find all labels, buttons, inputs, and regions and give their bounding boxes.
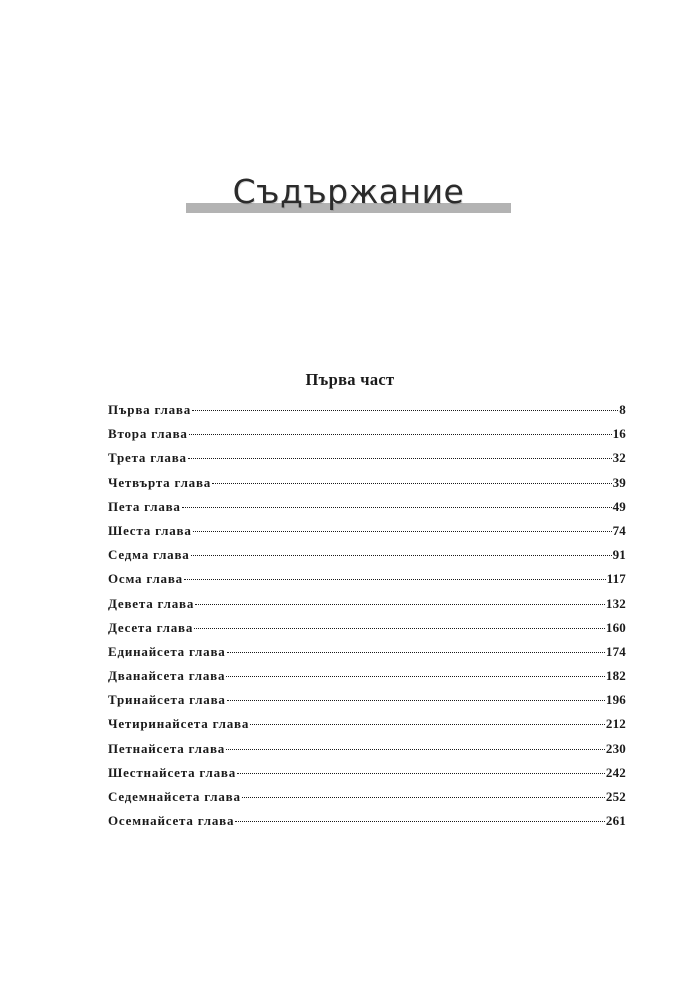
toc-entry-label: Първа глава	[108, 402, 192, 417]
toc-entry-label: Девета глава	[108, 595, 195, 611]
toc-dot-leader	[184, 579, 606, 580]
table-of-contents	[108, 402, 626, 837]
page-title: Съдържание	[232, 172, 465, 211]
toc-entry-page-number: 196	[605, 692, 626, 708]
toc-entry-page-number: 160	[605, 619, 626, 635]
toc-entry-label: Седма глава	[108, 547, 190, 563]
toc-dot-leader	[212, 483, 612, 484]
toc-dot-leader	[250, 724, 605, 725]
toc-dot-leader	[242, 797, 605, 798]
toc-entry-page-number: 39	[612, 474, 626, 490]
toc-entry-label: Втора глава	[108, 426, 188, 442]
toc-entry-page-number: 8	[619, 402, 626, 417]
toc-entry-label: Четвърта глава	[108, 474, 212, 490]
toc-dot-leader	[195, 604, 605, 605]
toc-dot-leader	[192, 410, 618, 411]
toc-dot-leader	[189, 434, 612, 435]
toc-entry[interactable]	[108, 741, 626, 765]
toc-entry[interactable]	[108, 765, 626, 789]
toc-dot-leader	[193, 531, 612, 532]
toc-dot-leader	[182, 507, 612, 508]
title-block	[186, 170, 511, 220]
toc-entry[interactable]	[108, 402, 626, 426]
toc-entry-page-number: 252	[605, 789, 626, 804]
toc-entry[interactable]	[108, 813, 626, 837]
toc-entry[interactable]	[108, 668, 626, 692]
toc-entry[interactable]	[108, 644, 626, 668]
toc-entry-page-number: 230	[605, 740, 626, 756]
toc-entry-page-number: 174	[605, 643, 626, 659]
toc-entry[interactable]	[108, 571, 626, 595]
toc-entry-page-number: 261	[605, 813, 626, 829]
toc-entry-label: Четиринайсета глава	[108, 716, 250, 732]
toc-entry-label: Шеста глава	[108, 522, 192, 538]
toc-entry[interactable]	[108, 547, 626, 571]
toc-entry-page-number: 132	[605, 595, 626, 611]
toc-dot-leader	[226, 749, 605, 750]
toc-entry[interactable]	[108, 499, 626, 523]
toc-entry[interactable]	[108, 426, 626, 450]
toc-dot-leader	[226, 676, 605, 677]
part-heading: Първа част	[305, 370, 395, 389]
toc-entry[interactable]	[108, 523, 626, 547]
toc-entry[interactable]	[108, 692, 626, 716]
toc-dot-leader	[188, 458, 612, 459]
toc-entry-label: Десета глава	[108, 619, 194, 635]
toc-dot-leader	[227, 700, 605, 701]
toc-entry-label: Пета глава	[108, 498, 181, 514]
toc-entry-label: Единайсета глава	[108, 643, 226, 659]
toc-dot-leader	[227, 652, 605, 653]
toc-entry-label: Осма глава	[108, 571, 183, 587]
toc-dot-leader	[194, 628, 605, 629]
toc-entry-page-number: 74	[612, 522, 626, 538]
toc-entry-label: Тринайсета глава	[108, 692, 226, 708]
toc-entry-page-number: 91	[612, 547, 626, 563]
toc-entry[interactable]	[108, 716, 626, 740]
toc-entry-label: Шестнайсета глава	[108, 764, 236, 780]
toc-entry-label: Трета глава	[108, 450, 187, 466]
toc-entry-label: Осемнайсета глава	[108, 813, 235, 829]
toc-entry[interactable]	[108, 596, 626, 620]
toc-entry-page-number: 32	[612, 450, 626, 466]
toc-entry[interactable]	[108, 475, 626, 499]
toc-entry-page-number: 117	[606, 571, 626, 587]
toc-entry[interactable]	[108, 450, 626, 474]
toc-entry-page-number: 182	[605, 668, 626, 684]
toc-entry[interactable]	[108, 789, 626, 813]
toc-entry-page-number: 242	[605, 764, 626, 780]
toc-dot-leader	[237, 773, 605, 774]
toc-entry-label: Дванайсета глава	[108, 668, 226, 684]
toc-entry-label: Петнайсета глава	[108, 740, 226, 756]
toc-entry-label: Седемнайсета глава	[108, 789, 241, 804]
toc-entry-page-number: 16	[612, 426, 626, 442]
toc-entry-page-number: 49	[612, 498, 626, 514]
toc-dot-leader	[235, 821, 605, 822]
toc-dot-leader	[191, 555, 612, 556]
toc-entry-page-number: 212	[605, 716, 626, 732]
toc-entry[interactable]	[108, 620, 626, 644]
